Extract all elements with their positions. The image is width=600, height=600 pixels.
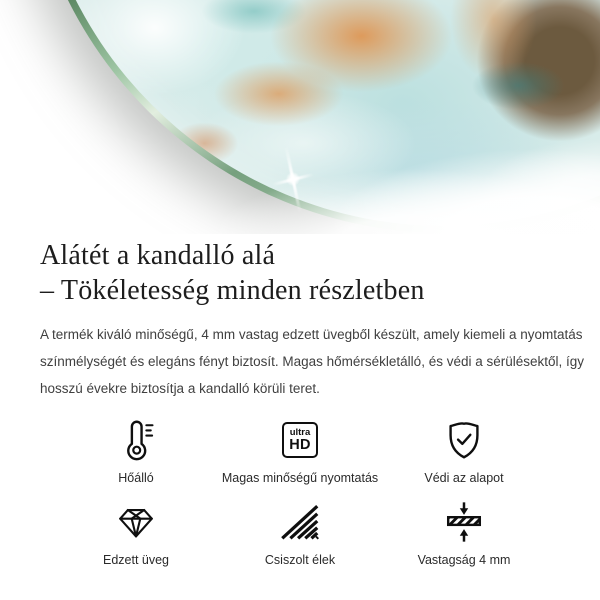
feature-tempered-glass bbox=[54, 499, 218, 567]
description-line: hosszú évekre biztosítja a kandalló körüli teret. bbox=[40, 381, 320, 396]
diamond-icon bbox=[113, 499, 159, 545]
feature-grid bbox=[40, 417, 560, 567]
thickness-icon bbox=[441, 499, 487, 545]
product-description bbox=[40, 321, 585, 402]
feature-label: Edzett üveg bbox=[102, 553, 169, 567]
polished-edges-icon bbox=[277, 499, 323, 545]
page-title-line1: Alátét a kandalló alá bbox=[40, 240, 276, 271]
feature-print-quality bbox=[218, 417, 382, 485]
feature-protects-base bbox=[382, 417, 546, 485]
description-line: A termék kiváló minőségű, 4 mm vastag edzett üvegből készült, amely kiemeli a nyomtatás bbox=[40, 327, 583, 342]
feature-label: Hőálló bbox=[118, 471, 154, 485]
page-title-line2: – Tökéletesség minden részletben bbox=[40, 275, 425, 306]
page-title bbox=[40, 238, 560, 308]
feature-heat-resistant bbox=[54, 417, 218, 485]
image-fade-overlay bbox=[0, 0, 600, 234]
product-image bbox=[0, 0, 600, 234]
feature-polished-edges bbox=[218, 499, 382, 567]
thermometer-icon bbox=[113, 417, 159, 463]
feature-thickness bbox=[382, 499, 546, 567]
product-description-section bbox=[0, 238, 600, 567]
feature-label: Vastagság 4 mm bbox=[417, 553, 511, 567]
shield-check-icon bbox=[441, 417, 487, 463]
ultra-hd-icon: ultra HD bbox=[277, 417, 323, 463]
description-line: színmélységét és elegáns fényt biztosít. Magas hőmérsékletálló, és védi a sérülésektől, így bbox=[40, 354, 585, 369]
feature-label: Csiszolt élek bbox=[264, 553, 336, 567]
feature-label: Védi az alapot bbox=[424, 471, 504, 485]
feature-label: Magas minőségű nyomtatás bbox=[221, 471, 379, 485]
